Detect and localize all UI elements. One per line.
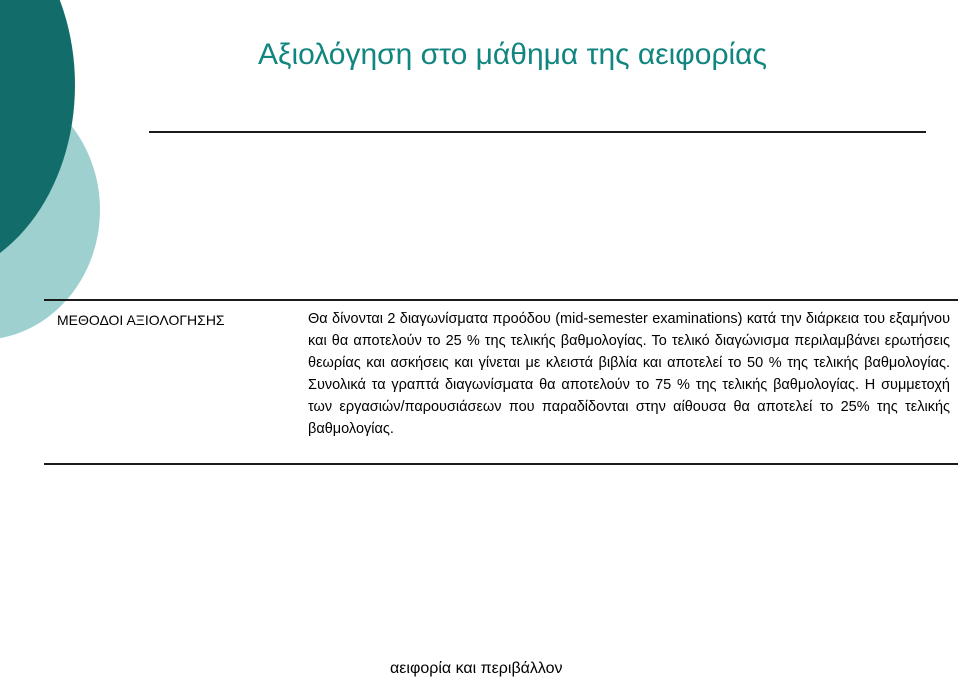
table-top-border: [44, 299, 958, 301]
table-bottom-border: [44, 463, 958, 465]
title-divider: [149, 131, 926, 133]
slide-footer: αειφορία και περιβάλλον: [390, 660, 563, 677]
table-row-label: ΜΕΘΟΔΟΙ ΑΞΙΟΛΟΓΗΣΗΣ: [57, 312, 225, 328]
slide-title: Αξιολόγηση στο μάθημα της αειφορίας: [258, 38, 767, 71]
table-row-description: Θα δίνονται 2 διαγωνίσματα προόδου (mid-semester examinations) κατά την διάρκεια του εξαμήνου και θα αποτελούν το 25 % της τελικής βαθμολογίας. Το τελικό διαγώνισμα περιλαμβάνει ερωτήσεις θεωρίας και ασκήσεις και γίνεται με κλειστά βιβλία και αποτελεί το 50 % της τελικής βαθμολογίας. Συνολικά τα γραπτά διαγωνίσματα θα αποτελούν το 75 % της τελικής βαθμολογίας. Η συμμετοχή των εργασιών/παρουσιάσεων που παραδίδονται στην αίθουσα θα αποτελεί το 25% της τελικής βαθμολογίας.: [308, 311, 950, 437]
